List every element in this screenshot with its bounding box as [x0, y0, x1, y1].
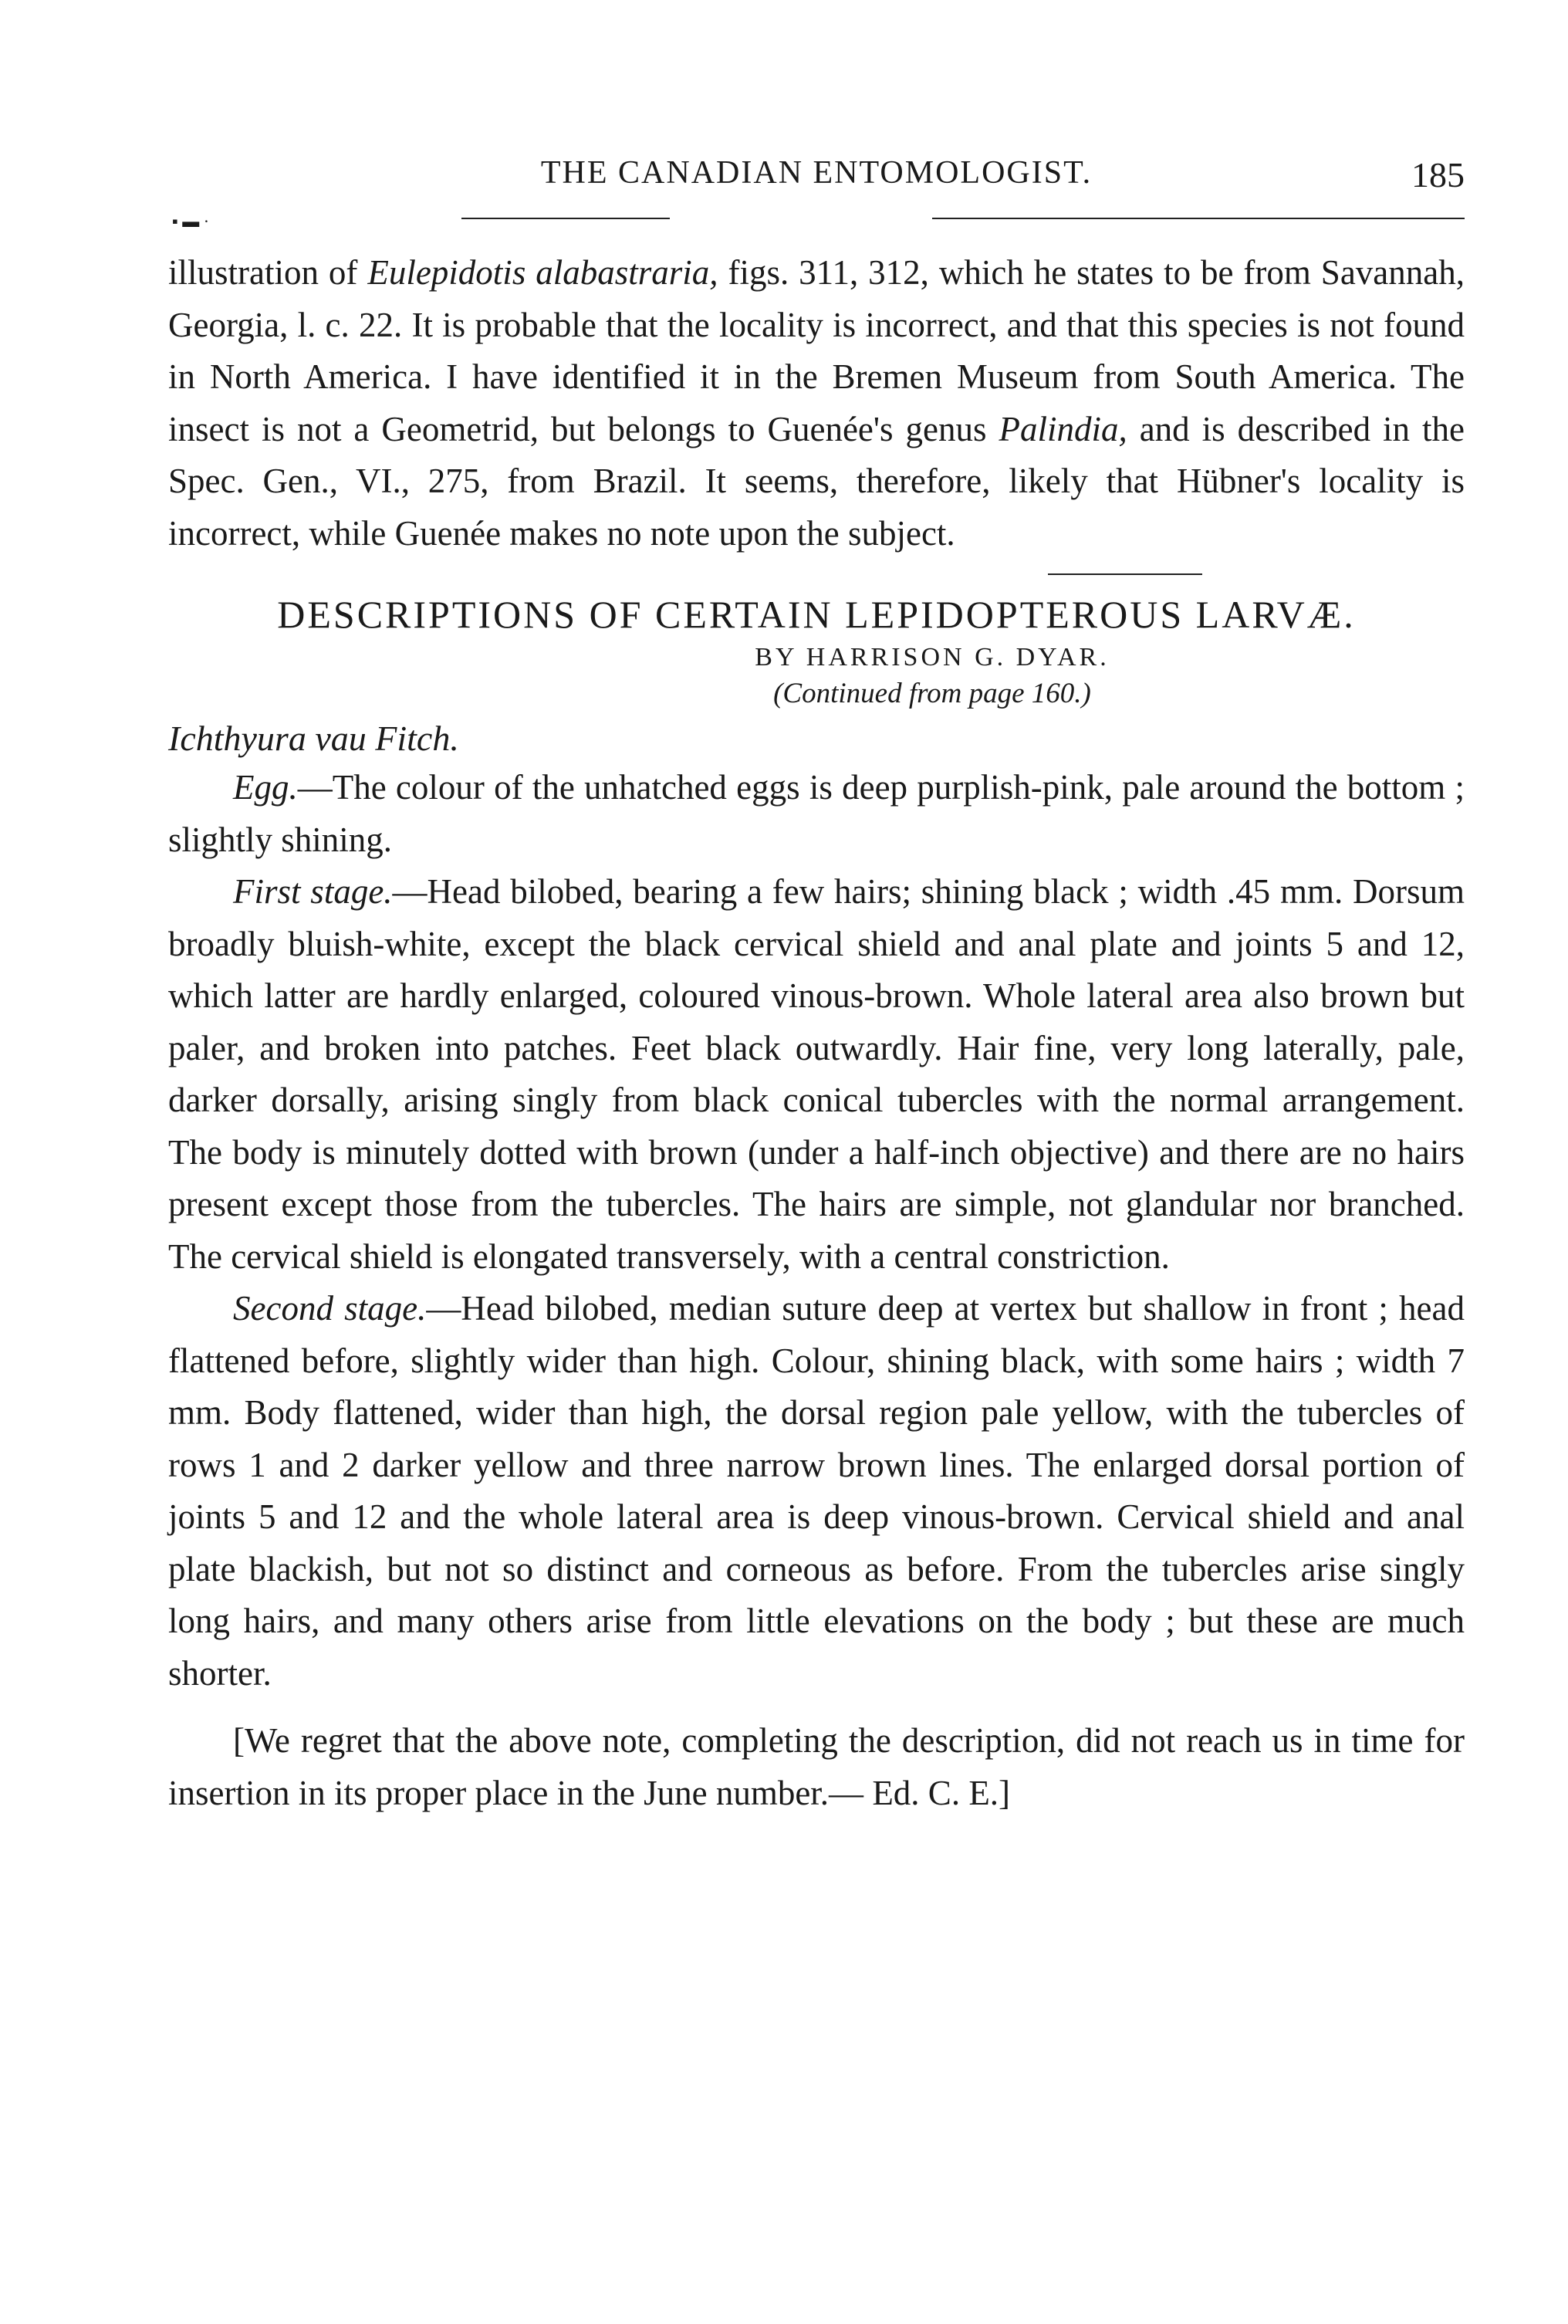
genus-name-palindia: Palindia,: [999, 409, 1127, 448]
continued-note: (Continued from page 160.): [773, 678, 1091, 709]
page-header: [168, 154, 1465, 201]
first-stage-label: First stage.: [233, 872, 393, 911]
intro-text-2: figs. 311, 312, which he states to be from Savannah, Georgia, l. c. 22. It is probable that the locality is incorrect, and that this species is not found in North America. I have identified it in the Bremen Museum from South America. The insect is not a Geometrid, but belongs to Guenée's genus: [168, 253, 1465, 448]
page-number: 185: [1411, 155, 1465, 195]
first-stage-paragraph: [168, 866, 1465, 1283]
section-divider: [1048, 573, 1202, 575]
editor-note-text: [We regret that the above note, completing the description, did not reach us in time for insertion in its proper place in the June number.—: [168, 1721, 1465, 1812]
second-stage-text: —Head bilobed, median suture deep at vertex but shallow in front ; head flattened before, slightly wider than high. Colour, shining black, with some hairs ; width 7 mm. Body flattened, wider than high, the dorsal region pale yellow, with the tubercles of rows 1 and 2 darker yellow and three narrow brown lines. The enlarged dorsal portion of joints 5 and 12 and the whole lateral area is deep vinous-brown. Cervical shield and anal plate blackish, but not so distinct and corneous as before. From the tubercles arise singly long hairs, and many others arise from little elevations on the body ; but these are much shorter.: [168, 1289, 1465, 1693]
header-rule-left: [461, 218, 670, 219]
page: [168, 154, 1465, 1819]
header-mark: ▪ ▬ ·: [172, 211, 210, 231]
editor-note: [168, 1715, 1465, 1819]
species-heading: Ichthyura vau Fitch.: [168, 719, 459, 758]
header-rule-right: [932, 218, 1465, 219]
egg-label: Egg.: [233, 768, 298, 807]
intro-text-3: and is described in the Spec. Gen., VI., 275, from Brazil. It seems, therefore, likely that Hübner's locality is incorrect, while Guenée makes no note upon the subject.: [168, 409, 1465, 553]
intro-text-1: illustration of: [168, 253, 368, 292]
header-rules: [168, 201, 1465, 247]
article-title: DESCRIPTIONS OF CERTAIN LEPIDOPTEROUS LARVÆ.: [277, 593, 1356, 636]
egg-text: —The colour of the unhatched eggs is deep purplish-pink, pale around the bottom ; slightly shining.: [168, 768, 1465, 859]
species-name-eulepidotis: Eulepidotis alabastraria,: [367, 253, 718, 292]
egg-paragraph: [168, 762, 1465, 866]
editor-signature: Ed. C. E.]: [872, 1773, 1011, 1812]
first-stage-text: —Head bilobed, bearing a few hairs; shining black ; width .45 mm. Dorsum broadly bluish-white, except the black cervical shield and anal plate and joints 5 and 12, which latter are hardly enlarged, coloured vinous-brown. Whole lateral area also brown but paler, and broken into patches. Feet black outwardly. Hair fine, very long laterally, pale, darker dorsally, arising singly from black conical tubercles with the normal arrangement. The body is minutely dotted with brown (under a half-inch objective) and there are no hairs present except those from the tubercles. The hairs are simple, not glandular nor branched. The cervical shield is elongated transversely, with a central constriction.: [168, 872, 1465, 1276]
second-stage-paragraph: [168, 1283, 1465, 1700]
running-title: THE CANADIAN ENTOMOLOGIST.: [540, 155, 1093, 191]
second-stage-label: Second stage.: [233, 1289, 427, 1328]
intro-paragraph: [168, 247, 1465, 560]
byline: BY HARRISON G. DYAR.: [755, 643, 1110, 671]
